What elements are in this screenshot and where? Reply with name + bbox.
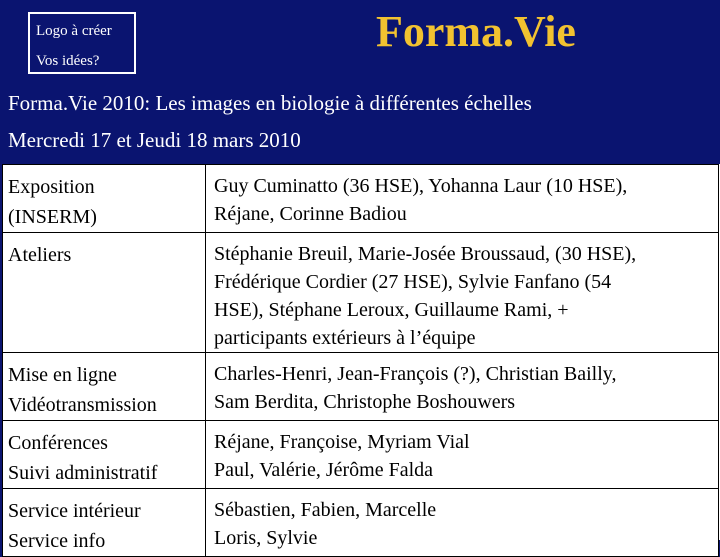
people-names: Frédérique Cordier (27 HSE), Sylvie Fanfano (54 [214, 271, 612, 293]
table-row [3, 353, 719, 421]
role-cell [3, 421, 206, 489]
event-date: Mercredi 17 et Jeudi 18 mars 2010 [8, 128, 301, 152]
table-row [3, 489, 719, 557]
role-cell [3, 489, 206, 557]
people-names: Charles-Henri, Jean-François (?), Christian Bailly, [214, 363, 617, 385]
people-names: Réjane, Françoise, Myriam Vial [214, 431, 470, 453]
logo-placeholder-box [28, 12, 136, 74]
role-label: Vidéotransmission [8, 394, 157, 416]
role-cell [3, 233, 206, 353]
event-title: Forma.Vie 2010: Les images en biologie à différentes échelles [8, 91, 532, 115]
role-cell [3, 165, 206, 233]
role-cell [3, 353, 206, 421]
logo-ideas-text: Vos idées? [36, 53, 100, 69]
role-label: Ateliers [8, 244, 72, 266]
table-row [3, 421, 719, 489]
role-label: Exposition [8, 176, 95, 198]
role-label: Suivi administratif [8, 462, 158, 484]
people-cell [206, 421, 719, 489]
team-table [2, 164, 719, 557]
people-cell [206, 233, 719, 353]
role-label: Service info [8, 530, 106, 552]
people-cell [206, 353, 719, 421]
people-names: Loris, Sylvie [214, 527, 318, 549]
people-names: Stéphanie Breuil, Marie-Josée Broussaud, (30 HSE), [214, 243, 637, 265]
team-table-container [2, 164, 720, 552]
people-names: Réjane, Corinne Badiou [214, 203, 407, 225]
people-names: participants extérieurs à l’équipe [214, 327, 476, 349]
table-row [3, 165, 719, 233]
people-names: HSE), Stéphane Leroux, Guillaume Rami, + [214, 299, 569, 321]
brand-title: Forma.Vie [376, 7, 576, 56]
people-names: Sam Berdita, Christophe Boshouwers [214, 391, 516, 413]
people-cell [206, 489, 719, 557]
role-label: Mise en ligne [8, 364, 117, 386]
people-names: Paul, Valérie, Jérôme Falda [214, 459, 434, 481]
people-cell [206, 165, 719, 233]
people-names: Guy Cuminatto (36 HSE), Yohanna Laur (10 HSE), [214, 175, 628, 197]
role-label: (INSERM) [8, 206, 97, 228]
role-label: Conférences [8, 432, 108, 454]
people-names: Sébastien, Fabien, Marcelle [214, 499, 437, 521]
logo-placeholder-text: Logo à créer [36, 23, 112, 39]
role-label: Service intérieur [8, 500, 141, 522]
table-row [3, 233, 719, 353]
